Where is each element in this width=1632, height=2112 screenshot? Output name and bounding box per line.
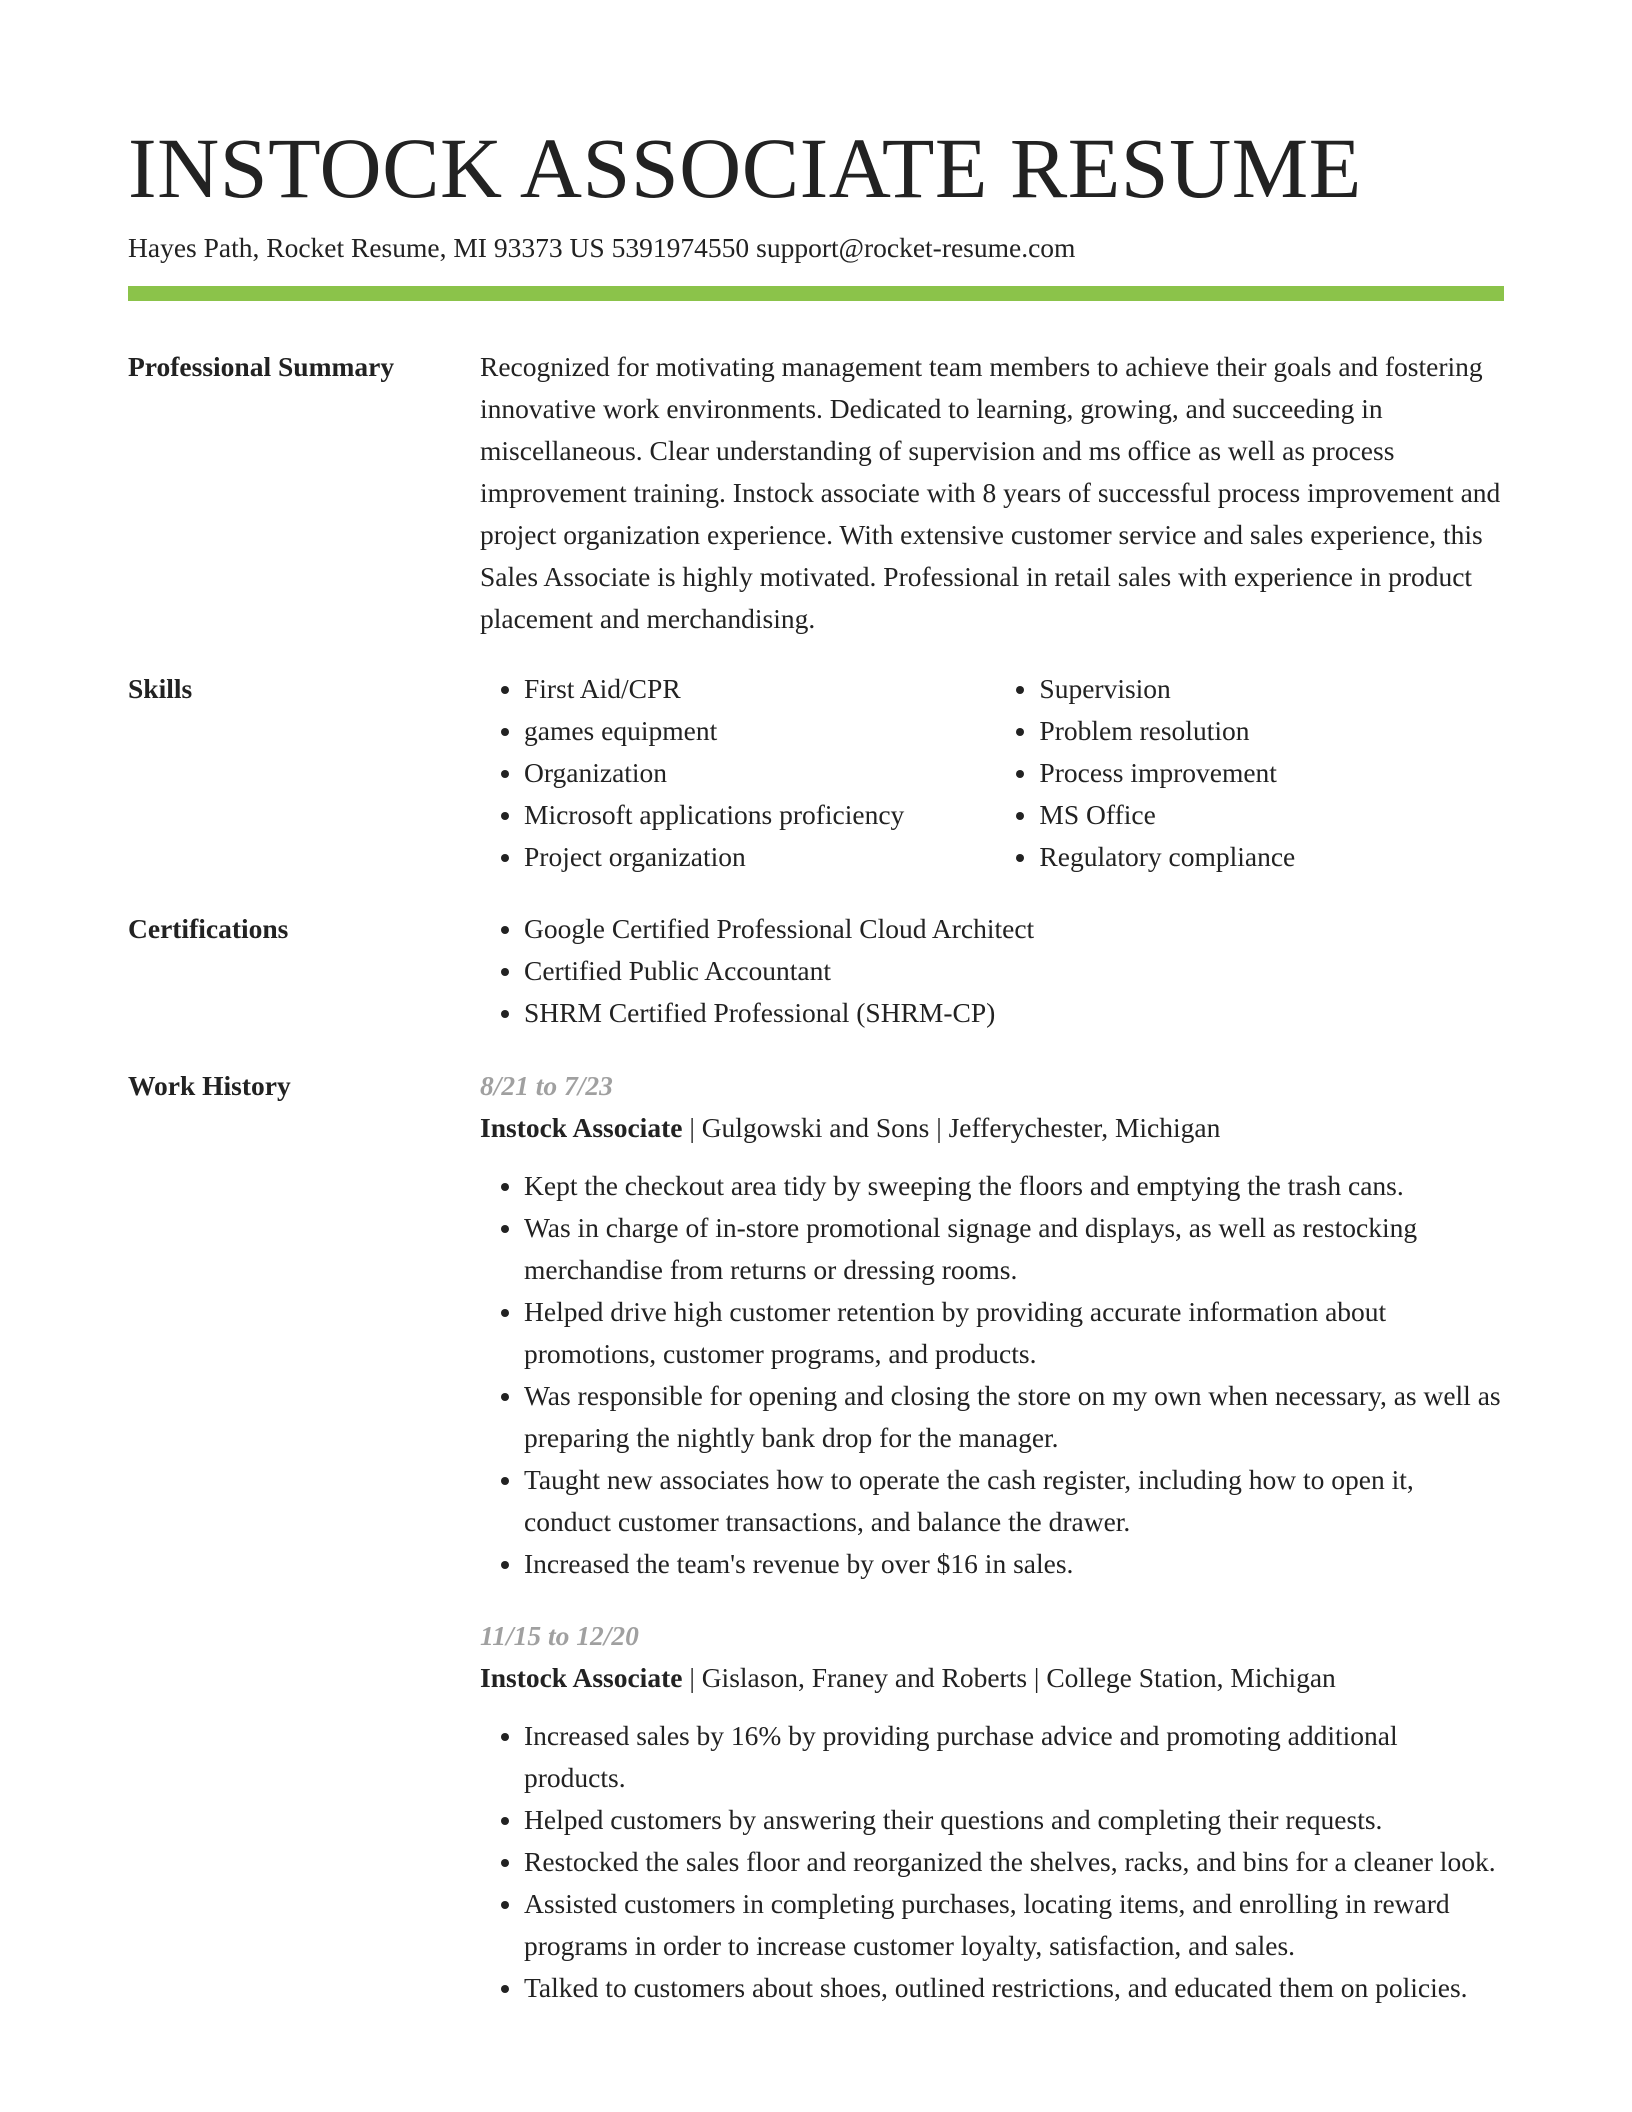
certification-item: • SHRM Certified Professional (SHRM-CP) — [524, 992, 1504, 1034]
certification-item: • Google Certified Professional Cloud Architect — [524, 908, 1504, 950]
skills-column-2 — [995, 668, 1504, 878]
contact-line — [128, 230, 1075, 266]
skill-item: • Microsoft applications proficiency — [524, 794, 951, 836]
job-heading — [480, 1657, 1504, 1699]
job-bullets — [480, 1715, 1504, 2009]
job-bullet: • Assisted customers in completing purchases, locating items, and enrolling in reward programs in order to increase customer loyalty, satisfaction, and sales. — [524, 1883, 1504, 1967]
job-entry — [480, 1615, 1504, 2009]
job-bullet: • Restocked the sales floor and reorganized the shelves, racks, and bins for a cleaner look. — [524, 1841, 1504, 1883]
job-details: | Gislason, Franey and Roberts | College Station, Michigan — [682, 1662, 1336, 1693]
job-bullet: • Increased sales by 16% by providing purchase advice and promoting additional products. — [524, 1715, 1504, 1799]
job-title: Instock Associate — [480, 1112, 683, 1143]
job-dates: 8/21 to 7/23 — [480, 1070, 613, 1101]
job-dates: 11/15 to 12/20 — [480, 1620, 639, 1651]
skill-item: • Regulatory compliance — [1039, 836, 1504, 878]
skills-grid — [480, 668, 1504, 878]
job-details: | Gulgowski and Sons | Jefferychester, Michigan — [682, 1112, 1221, 1143]
job-heading — [480, 1107, 1504, 1149]
job-bullet: • Was in charge of in-store promotional signage and displays, as well as restocking merchandise from returns or dressing rooms. — [524, 1207, 1504, 1291]
skills-column-1 — [480, 668, 951, 878]
skill-item: • MS Office — [1039, 794, 1504, 836]
job-bullets — [480, 1165, 1504, 1585]
section-label-skills: Skills — [128, 673, 193, 704]
job-bullet: • Kept the checkout area tidy by sweeping the floors and emptying the trash cans. — [524, 1165, 1504, 1207]
certification-item: • Certified Public Accountant — [524, 950, 1504, 992]
skill-item: • Problem resolution — [1039, 710, 1504, 752]
job-bullet: • Taught new associates how to operate the cash register, including how to open it, conduct customer transactions, and balance the drawer. — [524, 1459, 1504, 1543]
job-bullet: • Helped customers by answering their questions and completing their requests. — [524, 1799, 1504, 1841]
section-skills — [480, 668, 1504, 878]
contact-address: Hayes Path, Rocket Resume, MI 93373 US — [128, 232, 605, 263]
certifications-list — [480, 908, 1504, 1034]
job-bullet: • Talked to customers about shoes, outlined restrictions, and educated them on policies. — [524, 1967, 1504, 2009]
section-label-certifications: Certifications — [128, 913, 289, 944]
job-bullet: • Increased the team's revenue by over $16 in sales. — [524, 1543, 1504, 1585]
job-bullet: • Helped drive high customer retention by providing accurate information about promotions, customer programs, and products. — [524, 1291, 1504, 1375]
skill-item: • games equipment — [524, 710, 951, 752]
contact-email: support@rocket-resume.com — [756, 232, 1076, 263]
skill-item: • Supervision — [1039, 668, 1504, 710]
skill-item: • Project organization — [524, 836, 951, 878]
skill-item: • First Aid/CPR — [524, 668, 951, 710]
header-divider — [128, 286, 1504, 301]
contact-phone: 5391974550 — [611, 232, 750, 263]
section-label-summary: Professional Summary — [128, 351, 395, 382]
skill-item: • Organization — [524, 752, 951, 794]
resume-title: INSTOCK ASSOCIATE RESUME — [128, 120, 1362, 216]
job-bullet: • Was responsible for opening and closing the store on my own when necessary, as well as preparing the nightly bank drop for the manager. — [524, 1375, 1504, 1459]
section-work-history — [480, 1065, 1504, 2009]
summary-text: Recognized for motivating management team members to achieve their goals and fostering innovative work environments. Dedicated to learning, growing, and succeeding in miscellaneous. Clear understanding of supervision and ms office as well as process improvement training. Instock associate with 8 years of successful process improvement and project organization experience. With extensive customer service and sales experience, this Sales Associate is highly motivated. Professional in retail sales with experience in product placement and merchandising. — [480, 351, 1501, 634]
skill-item: • Process improvement — [1039, 752, 1504, 794]
job-title: Instock Associate — [480, 1662, 683, 1693]
section-summary — [480, 346, 1504, 640]
section-label-work-history: Work History — [128, 1070, 291, 1101]
job-entry — [480, 1065, 1504, 1585]
section-certifications — [480, 908, 1504, 1034]
